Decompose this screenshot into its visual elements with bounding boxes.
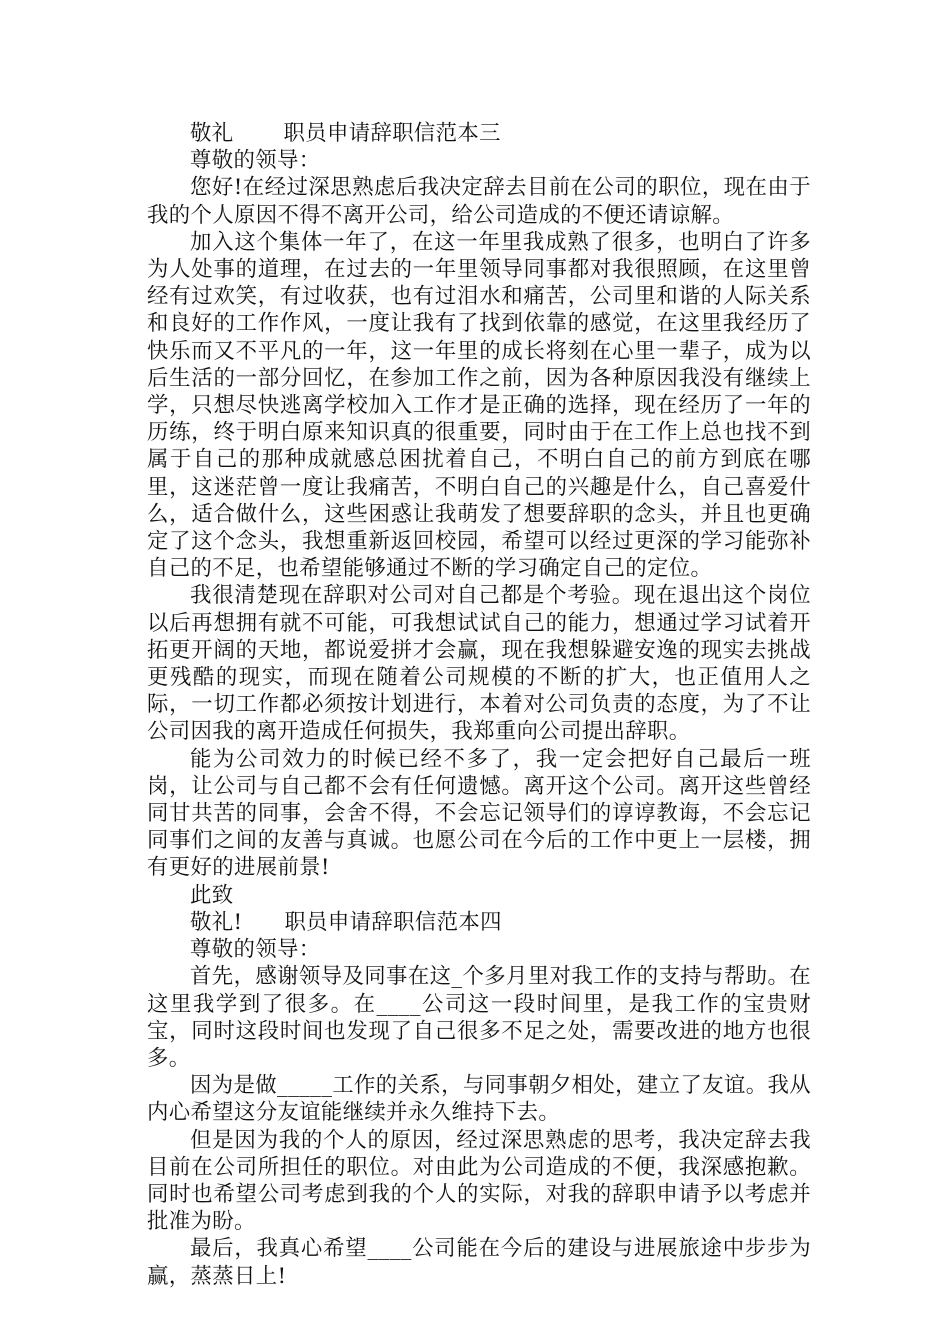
greeting: 尊敬的领导： [190,937,321,963]
paragraph: 加入这个集体一年了，在这一年里我成熟了很多，也明白了许多为人处事的道理，在过去的一年里领导同事都对我很照顾，在这里曾经有过欢笑，有过收获，也有过泪水和痛苦，公司里和谐的人际关系和良好的工作作风，一度让我有了找到依靠的感觉，在这里我经历了快乐而又不平凡的一年，这一年里的成长将刻在心里一辈子，成为以后生活的一部分回忆，在参加工作之前，因为各种原因我没有继续上学，只想尽快逃离学校加入工作才是正确的选择，现在经历了一年的历练，终于明白原来知识真的很重要，同时由于在工作上总也找不到属于自己的那种成就感总困扰着自己，不明白自己的前方到底在哪里，这迷茫曾一度让我痛苦，不明白自己的兴趣是什么，自己喜爱什么，适合做什么，这些困惑让我萌发了想要辞职的念头，并且也更确定了这个念头，我想重新返回校园，希望可以经过更深的学习能弥补自己的不足，也希望能够通过不断的学习确定自己的定位。 [147,229,811,582]
paragraph: 我很清楚现在辞职对公司对自己都是个考验。现在退出这个岗位以后再想拥有就不可能，可我想试试自己的能力，想通过学习试着开拓更开阔的天地，都说爱拼才会赢，现在我想躲避安逸的现实去挑战更残酷的现实，而现在随着公司规模的不断的扩大，也正值用人之际，一切工作都必须按计划进行，本着对公司负责的态度，为了不让公司因我的离开造成任何损失，我郑重向公司提出辞职。 [147,583,811,745]
paragraph: 能为公司效力的时候已经不多了，我一定会把好自己最后一班岗，让公司与自己都不会有任何遗憾。离开这个公司。离开这些曾经同甘共苦的同事，会舍不得，不会忘记领导们的谆谆教诲，不会忘记同事们之间的友善与真诚。也愿公司在今后的工作中更上一层楼，拥有更好的进展前景! [147,746,811,881]
greeting: 尊敬的领导： [190,148,321,174]
sign-off: 此致 [190,882,234,908]
paragraph: 首先，感谢领导及同事在这_个多月里对我工作的支持与帮助。在这里我学到了很多。在____公司这一段时间里，是我工作的宝贵财宝，同时这段时间也发现了自己很多不足之处，需要改进的地方也很多。 [147,964,811,1071]
paragraph: 因为是做_____工作的关系，与同事朝夕相处，建立了友谊。我从内心希望这分友谊能继续并永久维持下去。 [147,1073,811,1126]
section3-heading-line [147,120,811,147]
section-title: 职员申请辞职信范本三 [283,121,501,146]
document-page [147,120,811,1290]
closing-salute: 敬礼 [190,121,234,146]
section-title: 职员申请辞职信范本四 [284,909,502,935]
paragraph: 但是因为我的个人的原因，经过深思熟虑的思考，我决定辞去我目前在公司所担任的职位。对由此为公司造成的不便，我深感抱歉。同时也希望公司考虑到我的个人的实际，对我的辞职申请予以考虑并批准为盼。 [147,1127,811,1235]
section4-heading-line [147,909,811,936]
paragraph: 您好!在经过深思熟虑后我决定辞去目前在公司的职位，现在由于我的个人原因不得不离开公司，给公司造成的不便还请谅解。 [147,175,811,228]
paragraph: 最后，我真心希望____公司能在今后的建设与进展旅途中步步为赢，蒸蒸日上! [147,1236,811,1289]
closing-salute: 敬礼! [190,909,243,935]
